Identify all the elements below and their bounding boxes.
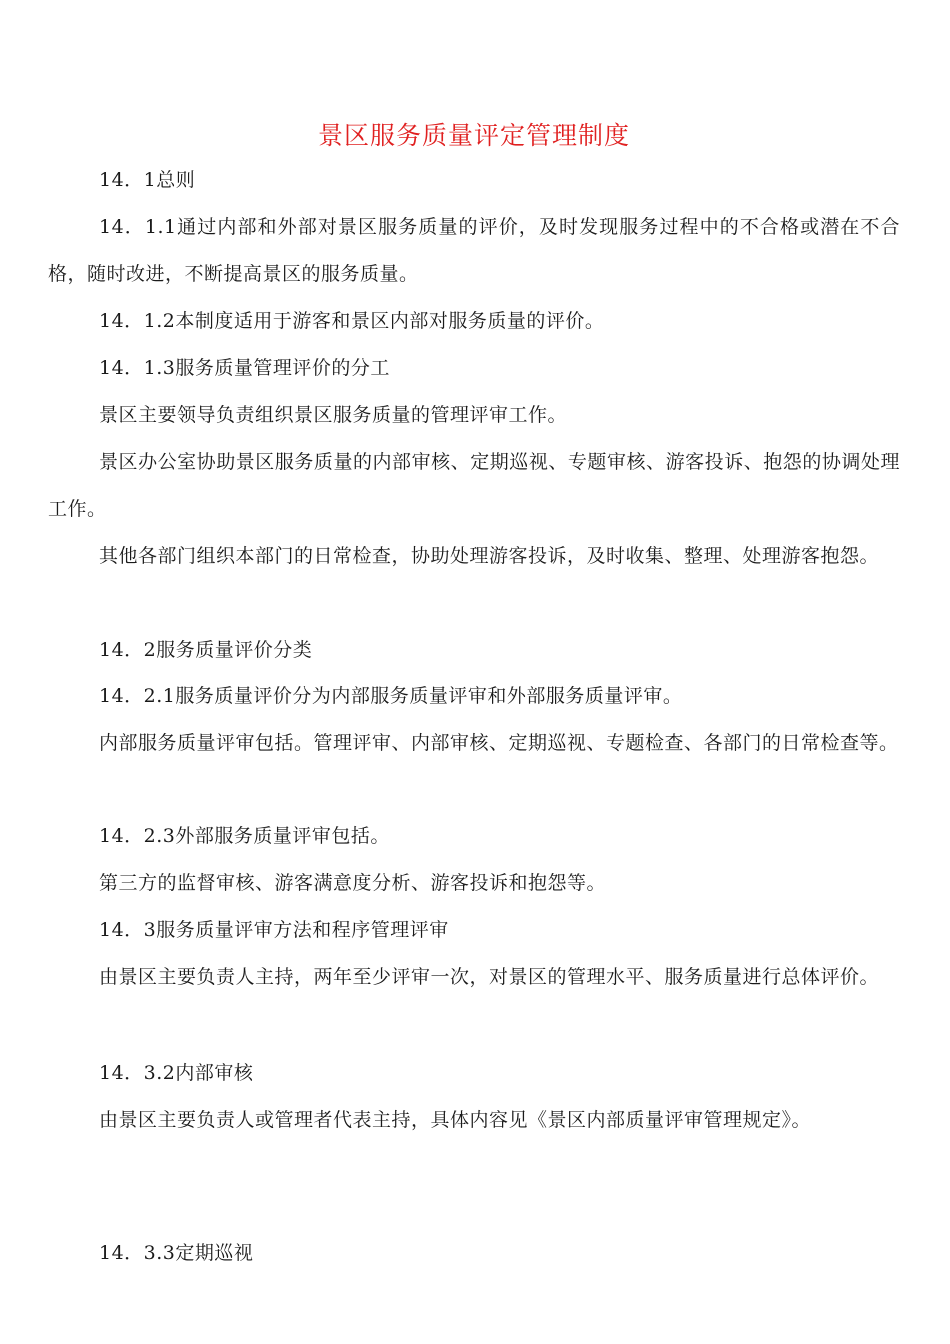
document-title: 景区服务质量评定管理制度 <box>317 121 630 150</box>
paragraph: 由景区主要负责人或管理者代表主持，具体内容见《景区内部质量评审管理规定》。 <box>99 1109 812 1131</box>
paragraph: 内部服务质量评审包括。管理评审、内部审核、定期巡视、专题检查、各部门的日常检查等。 <box>99 732 899 754</box>
paragraph: 14．2.1服务质量评价分为内部服务质量评审和外部服务质量评审。 <box>99 685 683 707</box>
paragraph: 其他各部门组织本部门的日常检查，协助处理游客投诉，及时收集、整理、处理游客抱怨。 <box>99 545 880 567</box>
paragraph: 14．1.2本制度适用于游客和景区内部对服务质量的评价。 <box>99 310 605 332</box>
section-heading: 14．1.3服务质量管理评价的分工 <box>99 357 390 379</box>
paragraph: 第三方的监督审核、游客满意度分析、游客投诉和抱怨等。 <box>99 872 607 894</box>
paragraph: 景区办公室协助景区服务质量的内部审核、定期巡视、专题审核、游客投诉、抱怨的协调处理工作。 <box>48 451 900 520</box>
paragraph: 由景区主要负责人主持，两年至少评审一次，对景区的管理水平、服务质量进行总体评价。 <box>99 966 880 988</box>
section-heading: 14．2.3外部服务质量评审包括。 <box>99 825 390 847</box>
paragraph: 14．1.1通过内部和外部对景区服务质量的评价，及时发现服务过程中的不合格或潜在不合格，随时改进，不断提高景区的服务质量。 <box>48 216 900 285</box>
section-heading: 14．3服务质量评审方法和程序管理评审 <box>99 919 449 941</box>
section-heading: 14．3.3定期巡视 <box>99 1242 254 1264</box>
section-heading: 14．2服务质量评价分类 <box>99 639 313 661</box>
paragraph: 景区主要领导负责组织景区服务质量的管理评审工作。 <box>99 404 568 426</box>
section-heading: 14．1总则 <box>99 169 196 191</box>
section-heading: 14．3.2内部审核 <box>99 1062 254 1084</box>
